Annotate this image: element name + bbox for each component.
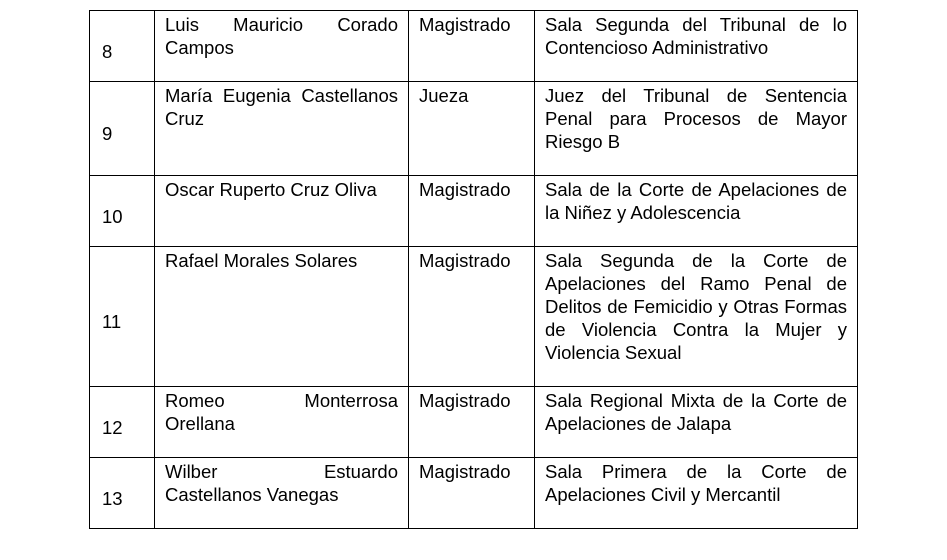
court-cell: Sala Primera de la Corte de Apelaciones Civil y Mercantil [535, 458, 858, 529]
row-number: 9 [102, 123, 113, 144]
table-row [90, 247, 858, 387]
court-cell: Sala Segunda de la Corte de Apelaciones del Ramo Penal de Delitos de Femicidio y Otras Formas de Violencia Contra la Mujer y Violencia Sexual [535, 247, 858, 387]
row-number: 13 [102, 487, 123, 509]
table-row [90, 458, 858, 529]
title-cell: Jueza [409, 82, 535, 176]
table-row [90, 11, 858, 82]
court-cell: Juez del Tribunal de Sentencia Penal para Procesos de Mayor Riesgo B [535, 82, 858, 176]
name-cell: Oscar Ruperto Cruz Oliva [155, 176, 409, 247]
table-row [90, 387, 858, 458]
row-number-cell [90, 247, 155, 387]
row-number: 12 [102, 416, 123, 438]
row-number-cell [90, 11, 155, 82]
title-cell: Magistrado [409, 11, 535, 82]
court-cell: Sala Regional Mixta de la Corte de Apelaciones de Jalapa [535, 387, 858, 458]
title-cell: Magistrado [409, 247, 535, 387]
title-cell: Magistrado [409, 387, 535, 458]
row-number: 8 [102, 40, 113, 62]
row-number-cell [90, 82, 155, 176]
row-number-cell [90, 458, 155, 529]
row-number-cell [90, 387, 155, 458]
row-number: 10 [102, 205, 123, 227]
table-row [90, 82, 858, 176]
name-cell: María Eugenia Castellanos Cruz [155, 82, 409, 176]
title-cell: Magistrado [409, 176, 535, 247]
row-number: 11 [102, 311, 122, 332]
table-row [90, 176, 858, 247]
name-cell: Romeo Monterrosa Orellana [155, 387, 409, 458]
row-number-cell [90, 176, 155, 247]
judges-table [89, 10, 858, 529]
title-cell: Magistrado [409, 458, 535, 529]
name-cell: Wilber Estuardo Castellanos Vanegas [155, 458, 409, 529]
name-cell: Rafael Morales Solares [155, 247, 409, 387]
court-cell: Sala Segunda del Tribunal de lo Contencioso Administrativo [535, 11, 858, 82]
name-cell: Luis Mauricio Corado Campos [155, 11, 409, 82]
court-cell: Sala de la Corte de Apelaciones de la Niñez y Adolescencia [535, 176, 858, 247]
